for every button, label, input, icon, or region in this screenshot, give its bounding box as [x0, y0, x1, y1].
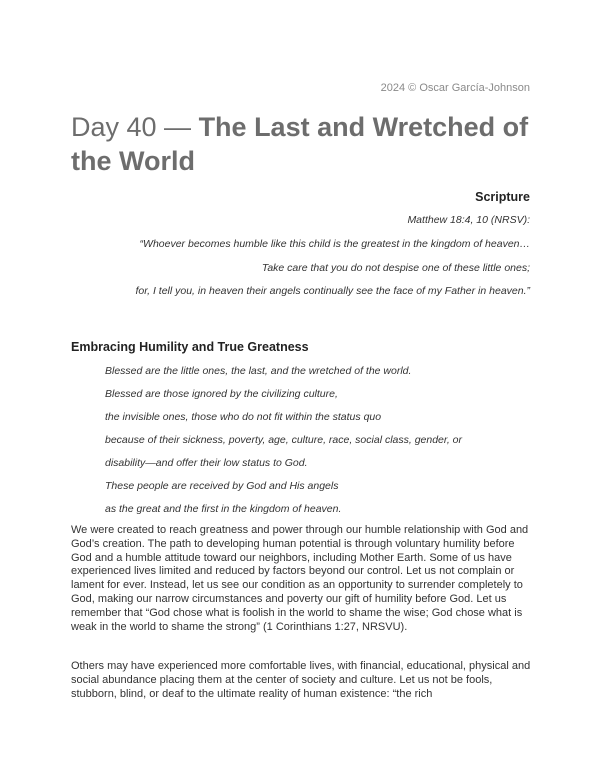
- poem-line: the invisible ones, those who do not fit within the status quo: [105, 411, 382, 423]
- scripture-line: for, I tell you, in heaven their angels continually see the face of my Father in heaven.”: [135, 285, 530, 297]
- copyright-notice: 2024 © Oscar García-Johnson: [380, 82, 530, 94]
- poem-line: as the great and the first in the kingdom of heaven.: [105, 503, 342, 515]
- title-prefix: Day 40 —: [71, 112, 199, 142]
- scripture-line: “Whoever becomes humble like this child is the greatest in the kingdom of heaven…: [139, 238, 530, 250]
- scripture-reference: Matthew 18:4, 10 (NRSV):: [407, 214, 530, 226]
- poem-line: These people are received by God and His angels: [105, 480, 339, 492]
- title-main: The Last and Wretched of the World: [71, 112, 529, 176]
- poem-line: disability—and offer their low status to God.: [105, 457, 308, 469]
- page-title: [71, 110, 541, 178]
- section-heading: Embracing Humility and True Greatness: [71, 340, 309, 354]
- poem-line: Blessed are those ignored by the civilizing culture,: [105, 388, 338, 400]
- scripture-heading: Scripture: [475, 190, 530, 204]
- poem-line: Blessed are the little ones, the last, and the wretched of the world.: [105, 365, 412, 377]
- poem-line: because of their sickness, poverty, age, culture, race, social class, gender, or: [105, 434, 462, 446]
- scripture-line: Take care that you do not despise one of these little ones;: [261, 262, 530, 274]
- body-paragraph: We were created to reach greatness and power through our humble relationship with God and God’s creation. The path to developing human potential is through voluntary humility before God and a humble attitude toward our neighbors, including Mother Earth. Some of us have experienced lives limited and reduced by factors beyond our control. Let us not complain or lament for ever. Instead, let us see our condition as an opportunity to surrender completely to God, making our narrow circumstances and poverty our gift of humility before God. Let us remember that “God chose what is foolish in the world to shame the wise; God chose what is weak in the world to shame the strong” (1 Corinthians 1:27, NRSVU).: [71, 524, 529, 633]
- body-paragraph: Others may have experienced more comfortable lives, with financial, educational, physical and social abundance placing them at the center of society and culture. Let us not be fools, stubborn, blind, or deaf to the ultimate reality of human existence: “the rich: [71, 660, 531, 700]
